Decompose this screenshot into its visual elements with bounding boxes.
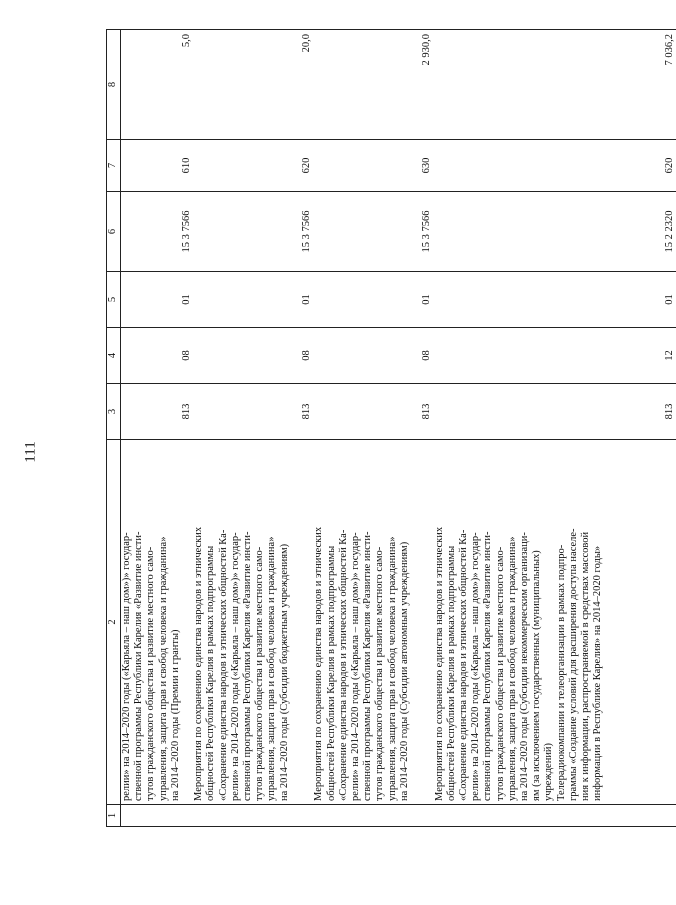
cell-amount: 20,0 xyxy=(193,30,313,140)
cell-target-code xyxy=(434,192,556,272)
description-line: ям (за исключением государственных (муниципальных) xyxy=(531,550,543,801)
description-line: на 2014–2020 годы (Субсидии некоммерческим организаци- xyxy=(519,532,531,801)
cell-amount: 5,0 xyxy=(121,30,194,140)
cell-expense-type: 610 xyxy=(121,140,194,192)
description-line: управления, защита прав и свобод человека и гражданина» xyxy=(157,536,169,801)
header-col-7: 7 xyxy=(107,140,121,192)
header-col-3: 3 xyxy=(107,384,121,440)
cell-amount: 7 036,2 xyxy=(556,30,676,140)
description-line: тутов гражданского общества и развитие местного само- xyxy=(374,546,386,801)
description-line: релии» на 2014–2020 годы («Карьяла – наш дом»)» государ- xyxy=(229,532,241,801)
description-line: общностей Республики Карелия в рамках подпрограммы xyxy=(325,545,337,801)
table-row xyxy=(193,30,313,827)
description-line: релии» на 2014–2020 годы («Карьяла – наш дом»)» государ- xyxy=(470,532,482,801)
table-row xyxy=(121,30,194,827)
description-line: граммы «Создание условий для расширения доступа населе- xyxy=(567,528,579,801)
cell-col-1 xyxy=(556,805,676,827)
cell-col-1 xyxy=(434,805,556,827)
description-line: ственной программы Республики Карелия «Развитие инсти- xyxy=(242,531,254,801)
cell-col-1 xyxy=(121,805,194,827)
description-line: Телерадиокомпании и телеорганизации в рамках подпро- xyxy=(555,544,567,801)
cell-description xyxy=(313,440,433,805)
cell-section-code: 12 xyxy=(556,328,676,384)
description-line: ния к информации, распространяемой в средствах массовой xyxy=(580,531,592,801)
cell-col-1 xyxy=(313,805,433,827)
page-number: 111 xyxy=(22,441,39,463)
cell-admin-code xyxy=(434,384,556,440)
cell-admin-code: 813 xyxy=(556,384,676,440)
cell-expense-type: 630 xyxy=(313,140,433,192)
header-col-5: 5 xyxy=(107,272,121,328)
cell-section-code: 08 xyxy=(121,328,194,384)
cell-expense-type: 620 xyxy=(556,140,676,192)
description-line: «Сохранение единства народов и этнических общностей Ка- xyxy=(458,529,470,801)
cell-target-code: 15 2 2320 xyxy=(556,192,676,272)
cell-subsection-code: 01 xyxy=(313,272,433,328)
cell-subsection-code: 01 xyxy=(193,272,313,328)
cell-section-code: 08 xyxy=(313,328,433,384)
table-row xyxy=(556,30,676,827)
cell-target-code: 15 3 7566 xyxy=(193,192,313,272)
description-line: ственной программы Республики Карелия «Развитие инсти- xyxy=(133,531,145,801)
description-line: управления, защита прав и свобод человека и гражданина» xyxy=(266,536,278,801)
description-line: на 2014–2020 годы (Субсидии автономным учреждениям) xyxy=(398,541,410,801)
cell-target-code: 15 3 7566 xyxy=(313,192,433,272)
description-line: Мероприятия по сохранению единства народов и этнических xyxy=(313,526,325,801)
budget-table xyxy=(106,29,676,827)
table-body xyxy=(121,30,676,827)
cell-subsection-code: 01 xyxy=(121,272,194,328)
header-col-1: 1 xyxy=(107,805,121,827)
description-line: на 2014–2020 годы (Премии и гранты) xyxy=(169,629,181,801)
table-row xyxy=(434,30,556,827)
description-line: ственной программы Республики Карелия «Развитие инсти- xyxy=(362,531,374,801)
description-line: тутов гражданского общества и развитие местного само- xyxy=(145,546,157,801)
cell-admin-code: 813 xyxy=(121,384,194,440)
header-col-6: 6 xyxy=(107,192,121,272)
cell-description xyxy=(193,440,313,805)
cell-section-code xyxy=(434,328,556,384)
table-row xyxy=(313,30,433,827)
description-line: информации в Республике Карелия» на 2014–2020 годы» xyxy=(592,545,604,801)
description-line: Мероприятия по сохранению единства народов и этнических xyxy=(433,526,445,801)
description-line: учреждений) xyxy=(543,742,555,801)
description-line: релии» на 2014–2020 годы («Карьяла – наш дом»)» государ- xyxy=(121,532,132,801)
header-col-4: 4 xyxy=(107,328,121,384)
cell-description xyxy=(434,440,556,805)
description-line: управления, защита прав и свобод человека и гражданина» xyxy=(386,536,398,801)
cell-subsection-code xyxy=(434,272,556,328)
description-line: тутов гражданского общества и развитие местного само- xyxy=(254,546,266,801)
description-line: «Сохранение единства народов и этнических общностей Ка- xyxy=(217,529,229,801)
cell-target-code: 15 3 7566 xyxy=(121,192,194,272)
header-row xyxy=(107,30,121,827)
description-line: общностей Республики Карелия в рамках подпрограммы xyxy=(445,545,457,801)
cell-amount: 2 930,0 xyxy=(313,30,433,140)
cell-col-1 xyxy=(193,805,313,827)
header-col-8: 8 xyxy=(107,30,121,140)
rotated-table-wrapper xyxy=(106,30,675,827)
description-line: релии» на 2014–2020 годы («Карьяла – наш дом»)» государ- xyxy=(350,532,362,801)
description-line: на 2014–2020 годы (Субсидии бюджетным учреждениям) xyxy=(278,543,290,801)
cell-description xyxy=(556,440,676,805)
description-line: общностей Республики Карелия в рамках подпрограммы xyxy=(205,545,217,801)
header-col-2: 2 xyxy=(107,440,121,805)
description-line: Мероприятия по сохранению единства народов и этнических xyxy=(193,526,205,801)
cell-description xyxy=(121,440,194,805)
cell-admin-code: 813 xyxy=(193,384,313,440)
description-line: «Сохранение единства народов и этнических общностей Ка- xyxy=(337,529,349,801)
cell-amount xyxy=(434,30,556,140)
description-line: тутов гражданского общества и развитие местного само- xyxy=(494,546,506,801)
cell-admin-code: 813 xyxy=(313,384,433,440)
cell-expense-type xyxy=(434,140,556,192)
cell-section-code: 08 xyxy=(193,328,313,384)
description-line: управления, защита прав и свобод человека и гражданина» xyxy=(506,536,518,801)
cell-subsection-code: 01 xyxy=(556,272,676,328)
description-line: ственной программы Республики Карелия «Развитие инсти- xyxy=(482,531,494,801)
cell-expense-type: 620 xyxy=(193,140,313,192)
